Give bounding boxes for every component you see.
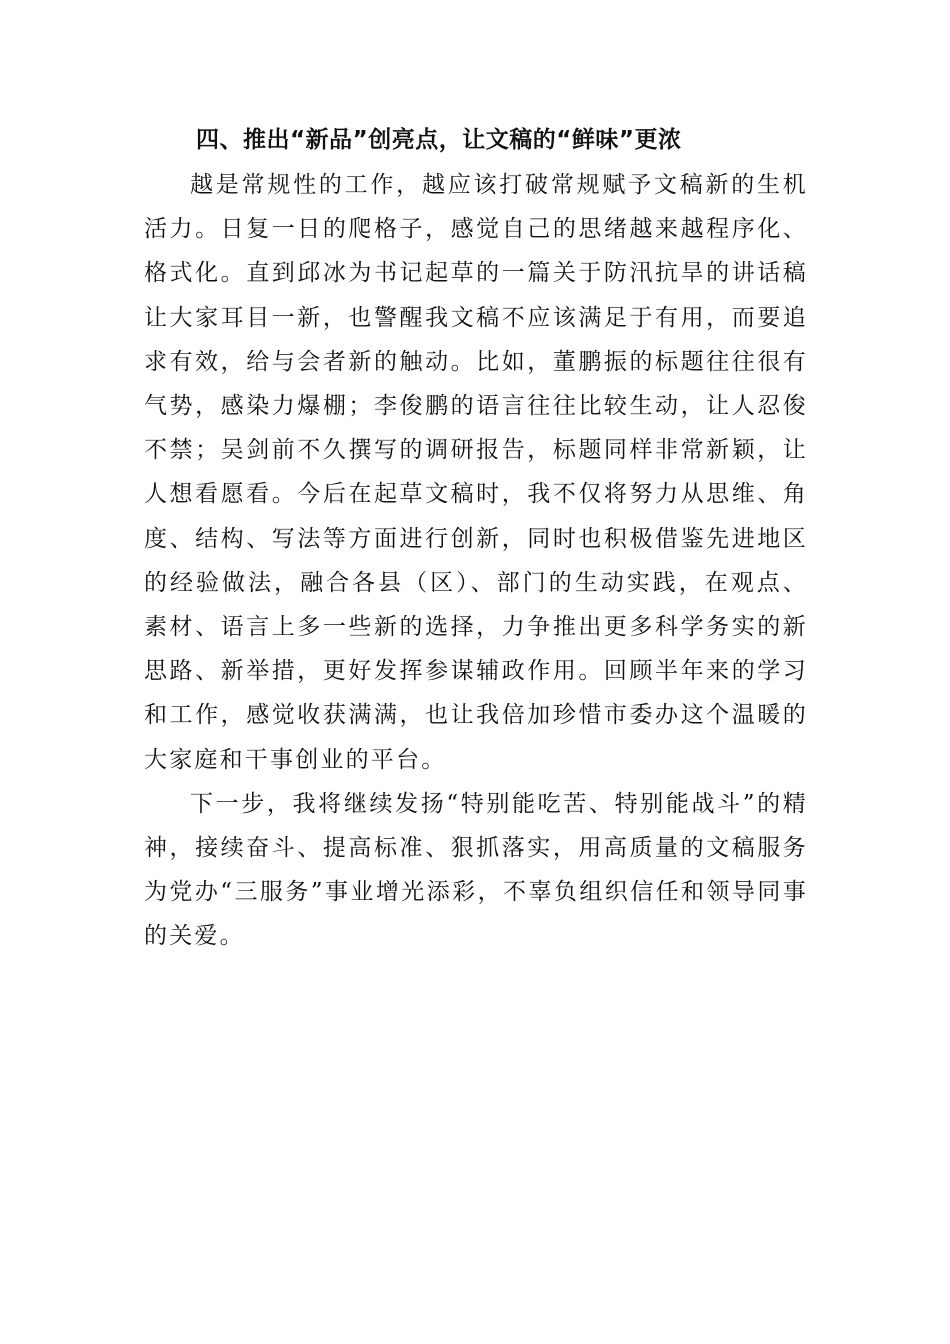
section-heading: 四、推出“新品”创亮点，让文稿的“鲜味”更浓	[196, 127, 682, 153]
body-paragraph-2: 下一步，我将继续发扬“特别能吃苦、特别能战斗”的精神，接续奋斗、提高标准、狠抓落实，用高质量的文稿服务为党办“三服务”事业增光添彩，不辜负组织信任和领导同事的关爱。	[144, 790, 808, 950]
body-paragraph-1: 越是常规性的工作，越应该打破常规赋予文稿新的生机活力。日复一日的爬格子，感觉自己的思绪越来越程序化、格式化。直到邱冰为书记起草的一篇关于防汛抗旱的讲话稿让大家耳目一新，也警醒我文稿不应该满足于有用，而要追求有效，给与会者新的触动。比如，董鹏振的标题往往很有气势，感染力爆棚；李俊鹏的语言往往比较生动，让人忍俊不禁；吴剑前不久撰写的调研报告，标题同样非常新颖，让人想看愿看。今后在起草文稿时，我不仅将努力从思维、角度、结构、写法等方面进行创新，同时也积极借鉴先进地区的经验做法，融合各县（区）、部门的生动实践，在观点、素材、语言上多一些新的选择，力争推出更多科学务实的新思路、新举措，更好发挥参谋辅政作用。回顾半年来的学习和工作，感觉收获满满，也让我倍加珍惜市委办这个温暖的大家庭和干事创业的平台。	[144, 172, 808, 773]
document-body	[144, 118, 808, 959]
